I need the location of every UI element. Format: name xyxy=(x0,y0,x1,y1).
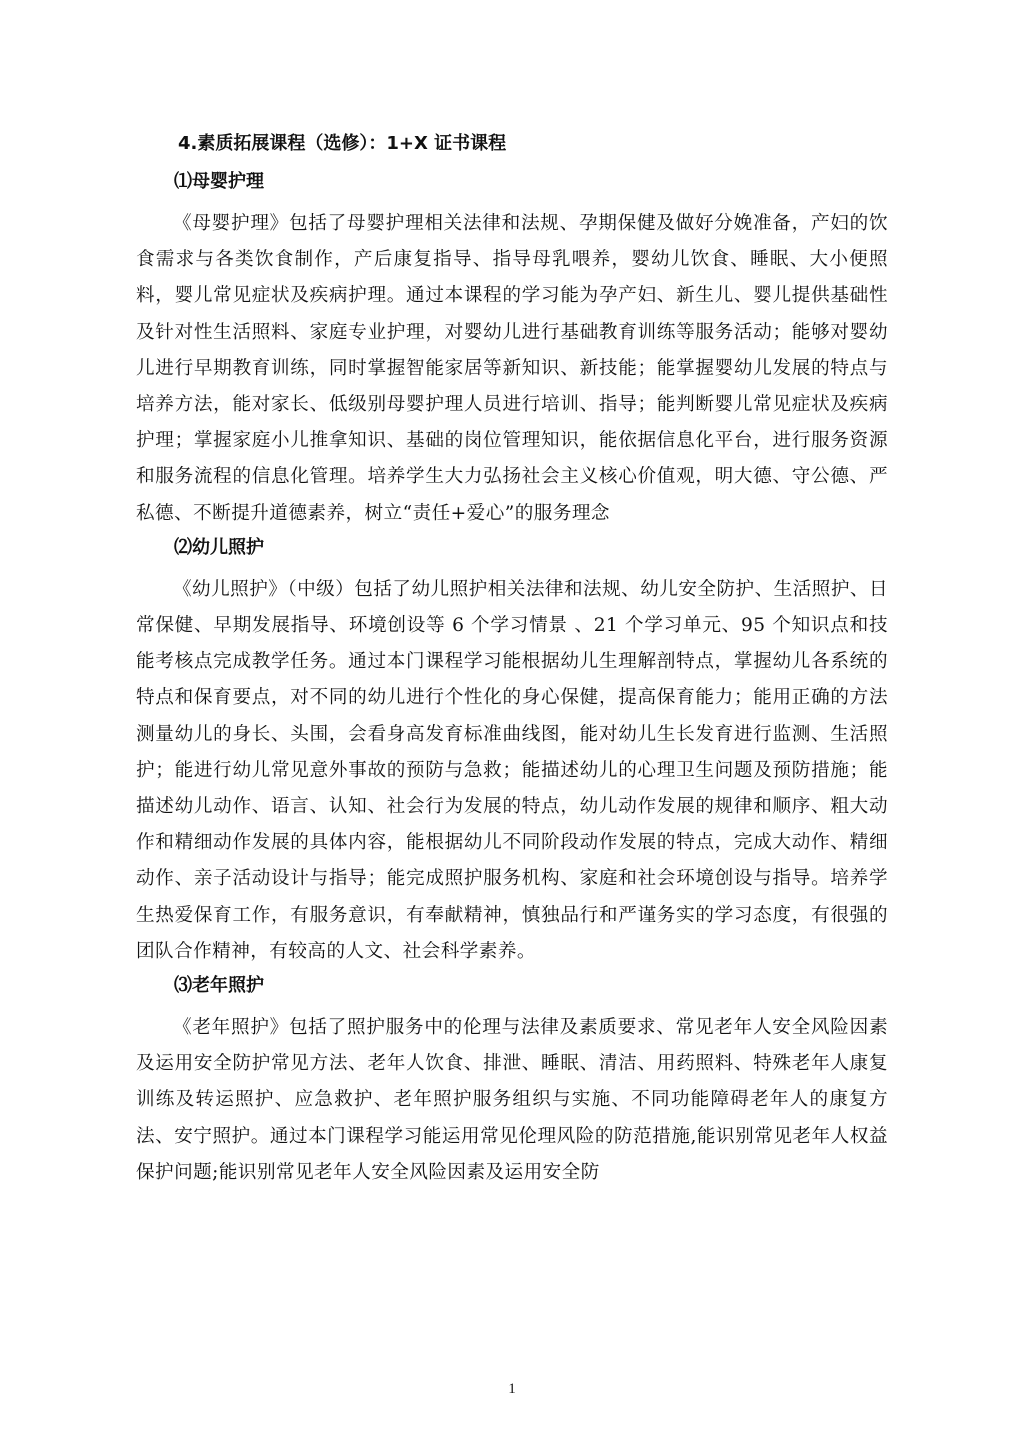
course-heading-elderly-care: ⑶老年照护 xyxy=(174,975,264,997)
course-heading-maternal-infant-care: ⑴母婴护理 xyxy=(174,171,264,192)
course-heading-child-care: ⑵幼儿照护 xyxy=(174,536,264,558)
course-body-child-care: 《幼儿照护》（中级）包括了幼儿照护相关法律和法规、幼儿安全防护、生活照护、日常保健、早期发展指导、环境创设等 6 个学习情景 、21 个学习单元、95 个知识点和技能考核点完成教学任务。通过本门课程学习能根据幼儿生理解剖特点，掌握幼儿各系统的特点和保育要点，对不同的幼儿进行个性化的身心保健，提高保育能力；能用正确的方法测量幼儿的身长、头围，会看身高发育标准曲线图，能对幼儿生长发育进行监测、生活照护；能进行幼儿常见意外事故的预防与急救；能描述幼儿的心理卫生问题及预防措施；能描述幼儿动作、语言、认知、社会行为发展的特点，幼儿动作发展的规律和顺序、粗大动作和精细动作发展的具体内容，能根据幼儿不同阶段动作发展的特点，完成大动作、精细动作、亲子活动设计与指导；能完成照护服务机构、家庭和社会环境创设与指导。培养学生热爱保育工作，有服务意识，有奉献精神，慎独品行和严谨务实的学习态度，有很强的团队合作精神，有较高的人文、社会科学素养。 xyxy=(136,578,888,962)
course-body-elderly-care: 《老年照护》包括了照护服务中的伦理与法律及素质要求、常见老年人安全风险因素及运用安全防护常见方法、老年人饮食、排泄、睡眠、清洁、用药照料、特殊老年人康复训练及转运照护、应急救护、老年照护服务组织与实施、不同功能障碍老年人的康复方法、安宁照护。通过本门课程学习能运用常见伦理风险的防范措施,能识别常见老年人权益保护问题;能识别常见老年人安全风险因素及运用安全防 xyxy=(136,1017,888,1183)
page-content xyxy=(136,128,888,1195)
page-number: 1 xyxy=(508,1381,516,1397)
course-body-maternal-infant-care: 《母婴护理》包括了母婴护理相关法律和法规、孕期保健及做好分娩准备，产妇的饮食需求与各类饮食制作，产后康复指导、指导母乳喂养，婴幼儿饮食、睡眠、大小便照料，婴儿常见症状及疾病护理。通过本课程的学习能为孕产妇、新生儿、婴儿提供基础性及针对性生活照料、家庭专业护理，对婴幼儿进行基础教育训练等服务活动；能够对婴幼儿进行早期教育训练，同时掌握智能家居等新知识、新技能；能掌握婴幼儿发展的特点与培养方法，能对家长、低级别母婴护理人员进行培训、指导；能判断婴儿常见症状及疾病护理；掌握家庭小儿推拿知识、基础的岗位管理知识，能依据信息化平台，进行服务资源和服务流程的信息化管理。培养学生大力弘扬社会主义核心价值观，明大德、守公德、严私德、不断提升道德素养，树立“责任+爱心”的服务理念 xyxy=(136,213,888,524)
section-title: 4.素质拓展课程（选修）：1+X 证书课程 xyxy=(178,133,507,154)
